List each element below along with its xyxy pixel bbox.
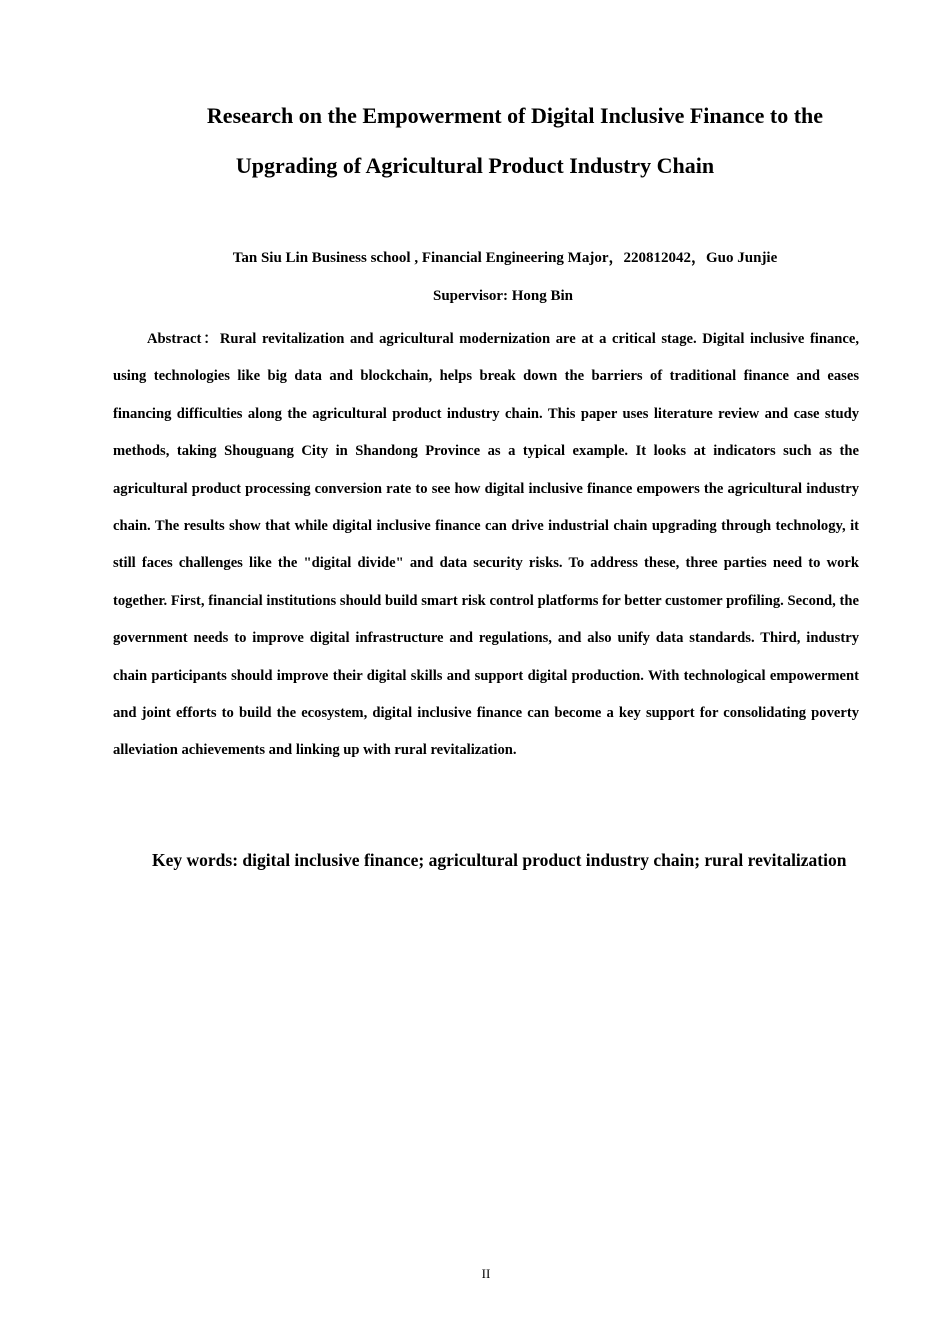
keywords-label: Key words: [152, 850, 243, 870]
title-line-1: Research on the Empowerment of Digital Inclusive Finance to the [206, 103, 824, 128]
supervisor-line: Supervisor: Hong Bin [432, 288, 574, 304]
abstract-text: Rural revitalization and agricultural modernization are at a critical stage. Digital inclusive finance, using technologies like big data and blockchain, helps break down the barriers of traditional finance and eases financing difficulties along the agricultural product industry chain. This paper uses literature review and case study methods, taking Shouguang City in Shandong Province as a typical example. It looks at indicators such as the agricultural product processing conversion rate to see how digital inclusive finance empowers the agricultural industry chain. The results show that while digital inclusive finance can drive industrial chain upgrading through technology, it still faces challenges like the "digital divide" and data security risks. To address these, three parties need to work together. First, financial institutions should build smart risk control platforms for better customer profiling. Second, the government needs to improve digital infrastructure and regulations, and also unify data standards. Third, industry chain participants should improve their digital skills and support digital production. With technological empowerment and joint efforts to build the ecosystem, digital inclusive finance can become a key support for consolidating poverty alleviation achievements and linking up with rural revitalization. [113, 331, 859, 759]
page-number: II [481, 1266, 491, 1281]
keywords-paragraph [113, 842, 859, 878]
author-line: Tan Siu Lin Business school , Financial Engineering Major，220812042，Guo Junjie [232, 250, 778, 266]
abstract-paragraph [113, 321, 859, 770]
keywords-text: digital inclusive finance; agricultural product industry chain; rural revitalization [242, 850, 847, 870]
abstract-label: Abstract： [147, 331, 220, 347]
title-line-2: Upgrading of Agricultural Product Industry Chain [235, 153, 715, 178]
